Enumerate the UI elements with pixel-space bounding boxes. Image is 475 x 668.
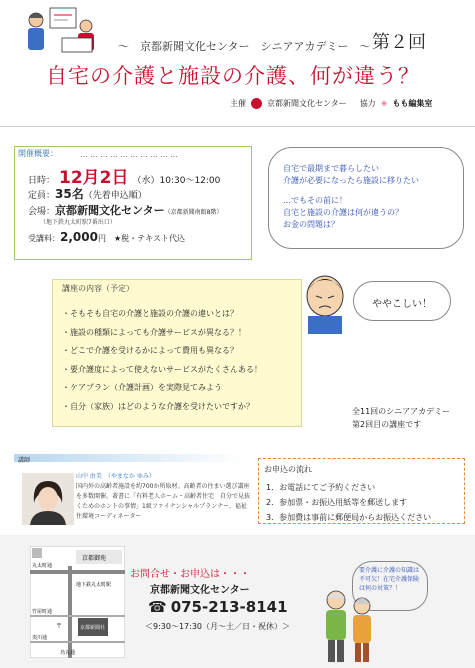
contact-heading: お問合せ・お申込は・・・ — [130, 569, 250, 580]
capacity-label: 定員： — [28, 191, 56, 201]
event-date: 12月2日 — [59, 168, 129, 188]
peach-logo-icon: ❀ — [380, 99, 388, 108]
phone-number[interactable]: 075-213-8141 — [170, 598, 288, 616]
speech-bubble-mid-text: ややこしい！ — [372, 299, 432, 310]
map-building: 京都新聞社 — [80, 625, 106, 631]
map-marutamachi: 丸太町通 — [32, 563, 53, 569]
bubble-line — [283, 187, 453, 195]
list-item: ・要介護度によって使えないサービスがたくさんある！ — [62, 364, 262, 374]
sponsor-row — [230, 98, 432, 109]
coop-label: 協力 — [359, 99, 376, 108]
bubble-line: 自宅で最期まで暮らしたい — [283, 164, 379, 173]
coop-name: もも編集室 — [392, 99, 433, 108]
fee-note: ★税・テキスト代込 — [113, 234, 185, 243]
speech-bubble-footer-text: 要介護に介護の知識は不可欠！在宅介護保険は何の対策？！ — [359, 567, 420, 592]
lecturer-label: 講師 — [18, 457, 31, 464]
bubble-line: お金の問題は？ — [283, 220, 339, 229]
series-note-line: 第2回目の講座です — [352, 420, 422, 429]
apply-title: お申込の流れ — [264, 465, 312, 474]
access-map — [30, 546, 125, 658]
host-name: 京都新聞文化センター — [267, 99, 347, 108]
header-illustration — [22, 6, 100, 56]
content-list — [62, 305, 262, 416]
venue-access: （地下鉄丸太町駅7番出口） — [40, 219, 116, 226]
list-item: ・ケアプラン（介護計画）を実際見てみよう — [62, 383, 222, 392]
capacity-value: 35名 — [55, 187, 84, 201]
overview-label: 開催概要： — [18, 149, 58, 158]
list-item: ・施設の種類によっても介護サービスが異なる？！ — [62, 327, 246, 337]
bubble-line: 自宅と施設の介護は何が違うの？ — [283, 208, 403, 217]
lecturer-bar — [14, 454, 244, 462]
bubble-line: …でもその前に！ — [283, 196, 347, 205]
series-note — [352, 405, 450, 431]
business-hours: ＜9:30～17:30（月～土／日・祝休）＞ — [145, 622, 291, 631]
confused-man-illustration — [300, 268, 350, 334]
list-item: ・自分（家族）はどのような介護を受けたいですか？ — [62, 401, 254, 411]
apply-step: 1．お電話にてご予約ください — [266, 483, 376, 492]
map-karasuma: 烏丸通 — [60, 650, 76, 656]
venue-note: （京都新聞南館8階） — [164, 209, 223, 216]
content-title: 講座の内容（予定） — [62, 284, 134, 293]
lecturer-bio: 国内外の高齢者施設を約700か所取材。高齢者の住まい選び講座を多数開催。著書に「有料老人ホーム・高齢者住宅 自分で見抜くためのホントの事情」1級ファイナンシャルプランナー、福祉住環境コーディネーター — [76, 483, 251, 520]
map-post-icon: 〒 — [56, 623, 63, 630]
venue-row — [28, 202, 222, 218]
apply-step: 2．参加票・お振込用紙等を郵送します — [266, 498, 408, 507]
venue-name: 京都新聞文化センター — [55, 204, 165, 217]
host-logo-icon — [251, 98, 262, 109]
lecturer-name: 山中 由美 （やまなか ゆみ） — [76, 473, 155, 480]
map-gosho: 京都御苑 — [82, 555, 107, 562]
list-item: ・そもそも自宅の介護と施設の介護の違いとは？ — [62, 309, 238, 318]
bubble-line: 介護が必要になったら施設に移りたい — [283, 176, 419, 185]
divider — [0, 126, 475, 127]
elderly-couple-illustration — [316, 584, 384, 664]
date-label: 日時： — [28, 176, 56, 186]
event-time: （水）10:30～12:00 — [132, 176, 221, 186]
map-subway: 地下鉄丸太町駅 — [76, 582, 112, 588]
list-item: ・どこで介護を受けるかによって費用も異なる？ — [62, 346, 238, 355]
apply-steps — [266, 480, 431, 525]
page-title: 自宅の介護と施設の介護、何が違う？ — [46, 64, 420, 88]
fee-label: 受講料： — [28, 234, 60, 243]
speech-bubble-top-text — [283, 163, 453, 231]
map-ebisugawa: 夷川通 — [32, 635, 48, 641]
phone-row[interactable] — [148, 598, 288, 616]
apply-step: 3．参加費は事前に郵便局からお振込ください — [266, 513, 432, 522]
venue-label: 会場： — [28, 207, 56, 217]
host-label: 主催 — [230, 99, 246, 108]
map-takeyamachi: 竹屋町通 — [32, 609, 53, 615]
round-number: 第２回 — [372, 32, 426, 53]
capacity-row — [28, 185, 147, 202]
fee-unit: 円 — [97, 234, 106, 243]
capacity-note: （先着申込順） — [83, 191, 147, 201]
fee-row — [28, 230, 185, 244]
fee-value: 2,000 — [60, 230, 98, 244]
lecturer-text — [76, 472, 252, 522]
lecturer-photo — [22, 473, 74, 525]
series-subtitle: ～ 京都新聞文化センター シニアアカデミー ～ — [118, 40, 371, 53]
series-note-line: 全11回のシニアアカデミー — [352, 407, 451, 416]
phone-icon: ☎ — [148, 598, 167, 616]
contact-org: 京都新聞文化センター — [150, 585, 250, 596]
overview-dots: ………………………… — [80, 150, 180, 159]
